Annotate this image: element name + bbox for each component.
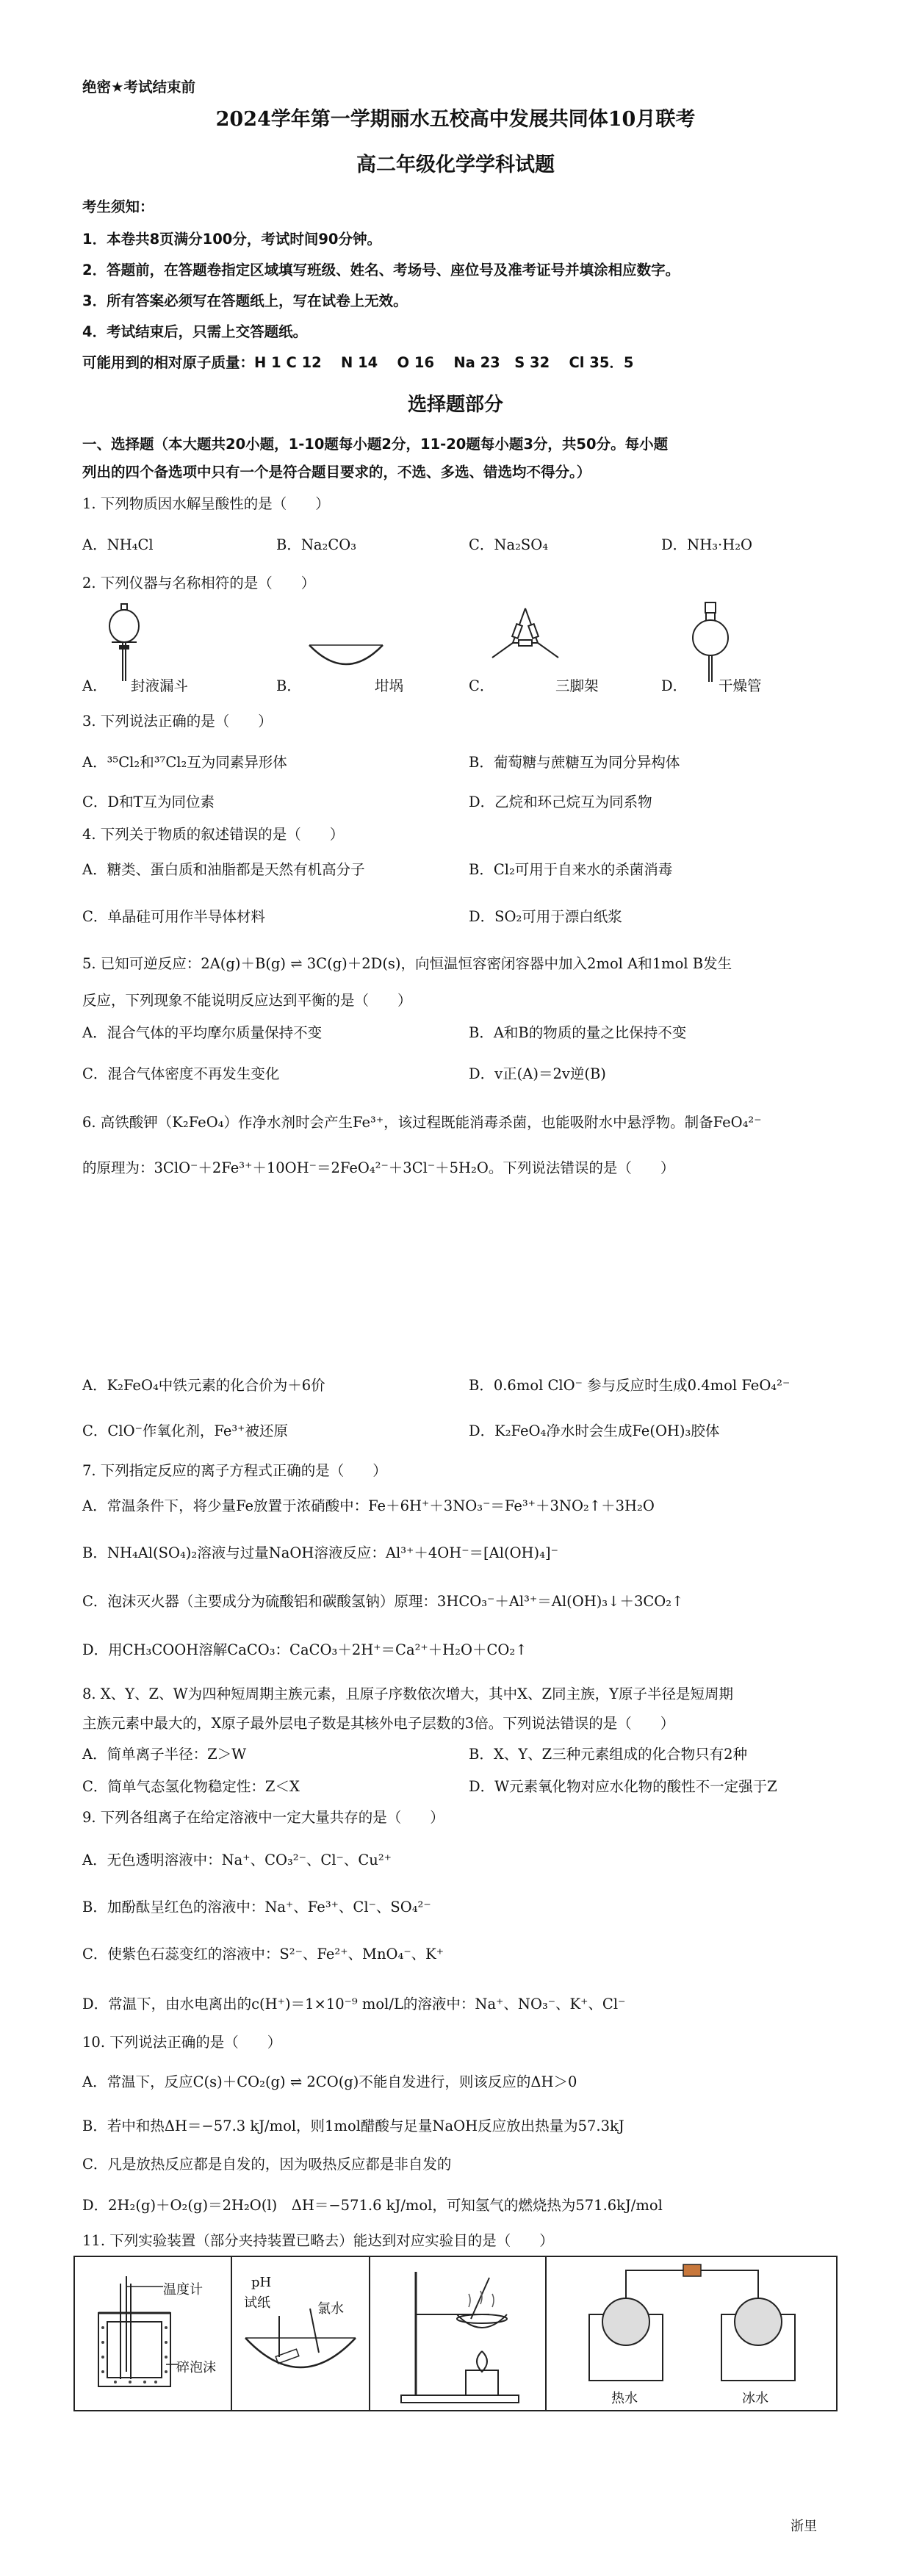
notice-item: 3．所有答案必须写在答题纸上，写在试卷上无效。 xyxy=(82,292,408,309)
q1-option-d: D．NH₃·H₂O xyxy=(661,536,753,553)
q8-option-d: D．W元素氧化物对应水化物的酸性不一定强于Z xyxy=(469,1778,777,1795)
q8-option-b: B．X、Y、Z三种元素组成的化合物只有2种 xyxy=(469,1746,748,1763)
test-paper-label: 试纸 xyxy=(244,2295,270,2311)
notice-heading: 考生须知： xyxy=(82,198,154,215)
q7-option-c: C．泡沫灭火器（主要成分为硫酸铝和碳酸氢钠）原理：3HCO₃⁻＋Al³⁺＝Al(OH)₃↓＋3CO₂↑ xyxy=(82,1593,684,1610)
clay-triangle-icon xyxy=(485,602,566,683)
q6-stem: 6. 高铁酸钾（K₂FeO₄）作净水剂时会产生Fe³⁺，该过程既能消毒杀菌，也能吸附水中悬浮物。制备FeO₄²⁻ xyxy=(82,1114,762,1131)
separatory-funnel-icon xyxy=(98,597,150,685)
notice-item: 4．考试结束后，只需上交答题纸。 xyxy=(82,323,308,340)
q1-option-c: C．Na₂SO₄ xyxy=(469,536,549,553)
q6-option-b: B．0.6mol ClO⁻ 参与反应时生成0.4mol FeO₄²⁻ xyxy=(469,1377,791,1394)
section-instructions: 列出的四个备选项中只有一个是符合题目要求的，不选、多选、错选均不得分。） xyxy=(82,464,591,481)
q2-option-c: C． xyxy=(469,677,494,694)
exam-title: 2024学年第一学期丽水五校高中发展共同体10月联考 xyxy=(215,108,696,131)
atomic-masses: 可能用到的相对原子质量：H 1 C 12 N 14 O 16 Na 23 S 32 Cl 35．5 xyxy=(82,354,634,371)
q2-stem: 2. 下列仪器与名称相符的是（ ） xyxy=(82,575,316,591)
q1-option-b: B．Na₂CO₃ xyxy=(276,536,357,553)
q7-option-d: D．用CH₃COOH溶解CaCO₃：CaCO₃＋2H⁺＝Ca²⁺＋H₂O＋CO₂↑ xyxy=(82,1641,527,1658)
notice-item: 2．答题前，在答题卷指定区域填写班级、姓名、考场号、座位号及准考证号并填涂相应数字。 xyxy=(82,262,680,278)
q10-option-a: A．常温下，反应C(s)＋CO₂(g) ⇌ 2CO(g)不能自发进行，则该反应的ΔH＞0 xyxy=(82,2073,577,2090)
exam-subtitle: 高二年级化学学科试题 xyxy=(356,154,555,176)
q8-option-c: C．简单气态氢化物稳定性：Z＜X xyxy=(82,1778,300,1795)
q7-stem: 7. 下列指定反应的离子方程式正确的是（ ） xyxy=(82,1462,387,1479)
secret-label: 绝密★考试结束前 xyxy=(82,79,195,96)
q5-option-c: C．混合气体密度不再发生变化 xyxy=(82,1065,280,1082)
q6-option-a: A．K₂FeO₄中铁元素的化合价为＋6价 xyxy=(82,1377,325,1394)
q2-a-name: 封液漏斗 xyxy=(131,677,189,694)
hot-water-label: 热水 xyxy=(611,2391,638,2406)
q8-stem: 8. X、Y、Z、W为四种短周期主族元素，且原子序数依次增大，其中X、Z同主族，Y原子半径是短周期 xyxy=(82,1685,733,1702)
q4-stem: 4. 下列关于物质的叙述错误的是（ ） xyxy=(82,826,345,843)
section-instructions: 一、选择题（本大题共20小题，1-10题每小题2分，11-20题每小题3分，共50分。每小题 xyxy=(82,436,669,453)
q2-d-name: 干燥管 xyxy=(719,677,762,694)
q2-c-name: 三脚架 xyxy=(555,677,599,694)
equilibrium-bulbs-icon xyxy=(560,2263,832,2388)
q5-option-d: D．v正(A)＝2v逆(B) xyxy=(469,1065,606,1082)
q10-option-d: D．2H₂(g)＋O₂(g)＝2H₂O(l) ΔH＝−571.6 kJ/mol，可知氢气的燃烧热为571.6kJ/mol xyxy=(82,2197,663,2214)
q9-option-c: C．使紫色石蕊变红的溶液中：S²⁻、Fe²⁺、MnO₄⁻、K⁺ xyxy=(82,1946,444,1962)
q4-option-b: B．Cl₂可用于自来水的杀菌消毒 xyxy=(469,861,673,878)
q9-option-a: A．无色透明溶液中：Na⁺、CO₃²⁻、Cl⁻、Cu²⁺ xyxy=(82,1852,392,1868)
q7-option-b: B．NH₄Al(SO₄)₂溶液与过量NaOH溶液反应：Al³⁺＋4OH⁻＝[Al(OH)₄]⁻ xyxy=(82,1544,558,1561)
foam-label: 碎泡沫 xyxy=(176,2360,216,2375)
q10-option-c: C．凡是放热反应都是自发的，因为吸热反应都是非自发的 xyxy=(82,2156,452,2173)
q5-stem-cont: 反应，下列现象不能说明反应达到平衡的是（ ） xyxy=(82,992,412,1009)
q7-option-a: A．常温条件下，将少量Fe放置于浓硝酸中：Fe＋6H⁺＋3NO₃⁻＝Fe³⁺＋3NO₂↑＋3H₂O xyxy=(82,1497,655,1514)
q2-b-name: 坩埚 xyxy=(375,677,404,694)
evaporating-dish-icon xyxy=(306,639,386,676)
q6-option-d: D．K₂FeO₄净水时会生成Fe(OH)₃胶体 xyxy=(469,1422,720,1439)
q2-option-b: B． xyxy=(276,677,301,694)
q3-option-d: D．乙烷和环己烷互为同系物 xyxy=(469,794,652,810)
q8-option-a: A．简单离子半径：Z＞W xyxy=(82,1746,247,1763)
q5-option-a: A．混合气体的平均摩尔质量保持不变 xyxy=(82,1024,323,1041)
q9-option-d: D．常温下，由水电离出的c(H⁺)＝1×10⁻⁹ mol/L的溶液中：Na⁺、NO₃⁻、K⁺、Cl⁻ xyxy=(82,1996,626,2012)
q1-option-a: A．NH₄Cl xyxy=(82,536,154,553)
q10-option-b: B．若中和热ΔH＝−57.3 kJ/mol，则1mol醋酸与足量NaOH反应放出热量为57.3kJ xyxy=(82,2118,624,2134)
q3-option-b: B．葡萄糖与蔗糖互为同分异构体 xyxy=(469,754,680,771)
notice-item: 1．本卷共8页满分100分，考试时间90分钟。 xyxy=(82,231,381,248)
q3-option-c: C．D和T互为同位素 xyxy=(82,794,215,810)
q6-option-c: C．ClO⁻作氧化剂，Fe³⁺被还原 xyxy=(82,1422,288,1439)
chlorine-water-label: 氯水 xyxy=(317,2301,344,2317)
q4-option-a: A．糖类、蛋白质和油脂都是天然有机高分子 xyxy=(82,861,365,878)
q2-option-a: A． xyxy=(82,677,107,694)
q1-stem: 1. 下列物质因水解呈酸性的是（ ） xyxy=(82,495,330,512)
q11-stem: 11. 下列实验装置（部分夹持装置已略去）能达到对应实验目的是（ ） xyxy=(82,2232,554,2249)
section-title: 选择题部分 xyxy=(407,394,503,416)
q6-stem-cont: 的原理为：3ClO⁻＋2Fe³⁺＋10OH⁻＝2FeO₄²⁻＋3Cl⁻＋5H₂O。下列说法错误的是（ ） xyxy=(82,1159,675,1176)
q8-stem-cont: 主族元素中最大的，X原子最外层电子数是其核外电子层数的3倍。下列说法错误的是（ ） xyxy=(82,1715,675,1732)
q4-option-d: D．SO₂可用于漂白纸浆 xyxy=(469,908,622,925)
q4-option-c: C．单晶硅可用作半导体材料 xyxy=(82,908,265,925)
q9-stem: 9. 下列各组离子在给定溶液中一定大量共存的是（ ） xyxy=(82,1809,444,1826)
q5-stem: 5. 已知可逆反应：2A(g)＋B(g) ⇌ 3C(g)＋2D(s)，向恒温恒容密闭容器中加入2mol A和1mol B发生 xyxy=(82,955,732,972)
q11-figure-table xyxy=(73,2256,838,2411)
q10-stem: 10. 下列说法正确的是（ ） xyxy=(82,2034,282,2051)
q2-option-d: D． xyxy=(661,677,688,694)
footer-mark: 浙里 xyxy=(791,2519,817,2534)
q9-option-b: B．加酚酞呈红色的溶液中：Na⁺、Fe³⁺、Cl⁻、SO₄²⁻ xyxy=(82,1899,431,1915)
evaporation-stand-icon xyxy=(379,2263,541,2407)
q5-option-b: B．A和B的物质的量之比保持不变 xyxy=(469,1024,687,1041)
ph-label: pH xyxy=(251,2275,272,2290)
q3-stem: 3. 下列说法正确的是（ ） xyxy=(82,713,273,730)
thermometer-label: 温度计 xyxy=(163,2282,203,2298)
ice-water-label: 冰水 xyxy=(742,2391,768,2406)
q3-option-a: A．³⁵Cl₂和³⁷Cl₂互为同素异形体 xyxy=(82,754,287,771)
